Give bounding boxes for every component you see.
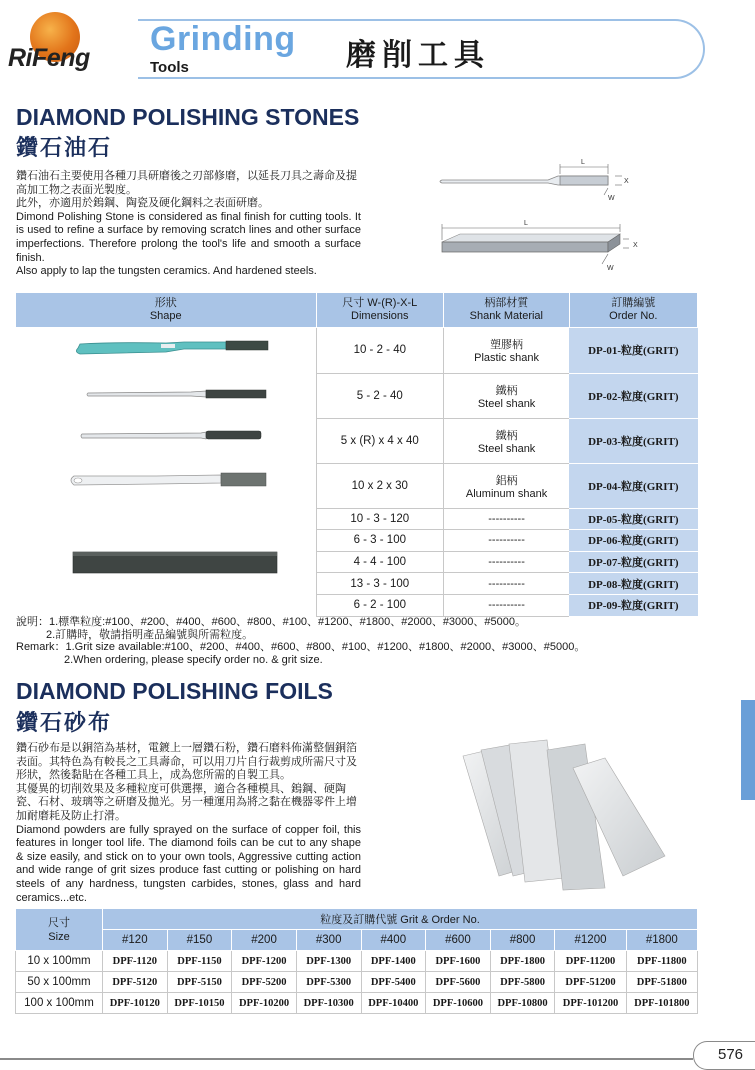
foils-desc-en: Diamond powders are fully sprayed on the surface of copper foil, this features in longer tool life. The diamond foils can be cut to any shape & size easily, and stick on to your own tools, Aggressive cutting action and wide range of grit sizes produce fast cutting or polishing on hard steels of any hardness, tungsten carbides, stones, glass and hard ceramics...etc. (16, 823, 361, 904)
row3-shank: 鐵柄 Steel shank (444, 418, 570, 463)
side-tab (741, 700, 755, 800)
stone-dimension-diagram (430, 152, 650, 277)
size-cell: 100 x 100mm (16, 993, 103, 1014)
shank-stone-drawing (440, 159, 629, 202)
order-code-cell: DPF-5200 (232, 972, 297, 993)
table-row (16, 328, 698, 374)
order-code-cell: DPF-10800 (490, 993, 555, 1014)
shape-steel-shank-r-image (16, 418, 317, 463)
foils-description (16, 742, 361, 905)
table-row (16, 508, 698, 530)
order-code-cell: DPF-10400 (361, 993, 426, 1014)
row4-order: DP-04-粒度(GRIT) (569, 463, 697, 508)
grit-header: #150 (167, 930, 232, 951)
stones-desc-cn-1: 鑽石油石主要使用各種刀具研磨後之刃部修磨，以延長刀具之壽命及提高加工物之表面光製度。 (16, 170, 357, 196)
diagram-bar-label-w: W (607, 265, 614, 272)
page-subtitle: Tools (150, 59, 189, 76)
row9-dim: 6 - 2 - 100 (316, 594, 444, 616)
logo (8, 10, 108, 82)
size-cell: 10 x 100mm (16, 951, 103, 972)
grit-header: #1800 (626, 930, 697, 951)
foils-desc-cn-2: 其優異的切削效果及多種粒度可供選擇，適合各種模具、鎢鋼、硬陶瓷、石材、玻璃等之研磨及拋光。另一種運用為將之黏在機器零件上增加耐磨耗及防止打滑。 (16, 782, 357, 822)
order-code-cell: DPF-1120 (103, 951, 168, 972)
shape-steel-shank-image (16, 373, 317, 418)
order-code-cell: DPF-5800 (490, 972, 555, 993)
col-shape: 形狀 Shape (16, 293, 317, 328)
grit-header: #1200 (555, 930, 626, 951)
order-code-cell: DPF-5150 (167, 972, 232, 993)
page-number: 576 (718, 1046, 744, 1063)
row7-order: DP-07-粒度(GRIT) (569, 551, 697, 573)
row5-order: DP-05-粒度(GRIT) (569, 508, 697, 530)
order-code-cell: DPF-1300 (296, 951, 361, 972)
foils-desc-cn-1: 鑽石砂布是以銅箔為基材，電鍍上一層鑽石粉，鑽石磨料佈滿整個銅箔表面。其特色為有較長之工具壽命，可以用刀片自行裁剪成所需尺寸及形狀，然後黏貼在各種工具上，成為您所需的自製工具。 (16, 742, 357, 782)
row6-dim: 6 - 3 - 100 (316, 530, 444, 552)
page-title: Grinding (150, 20, 296, 58)
order-code-cell: DPF-5120 (103, 972, 168, 993)
table-row (16, 993, 698, 1014)
order-code-cell: DPF-5300 (296, 972, 361, 993)
order-code-cell: DPF-51200 (555, 972, 626, 993)
grit-header: #800 (490, 930, 555, 951)
order-code-cell: DPF-10600 (426, 993, 491, 1014)
order-code-cell: DPF-51800 (626, 972, 697, 993)
row5-dim: 10 - 3 - 120 (316, 508, 444, 530)
diagram-bar-label-x: X (633, 242, 638, 249)
grit-header: #400 (361, 930, 426, 951)
order-code-cell: DPF-1400 (361, 951, 426, 972)
table-row (16, 972, 698, 993)
row4-dim: 10 x 2 x 30 (316, 463, 444, 508)
order-code-cell: DPF-11800 (626, 951, 697, 972)
row8-order: DP-08-粒度(GRIT) (569, 573, 697, 595)
row5-shank: ---------- (444, 508, 570, 530)
order-code-cell: DPF-1600 (426, 951, 491, 972)
order-code-cell: DPF-1150 (167, 951, 232, 972)
remarks (16, 616, 585, 666)
section-foils-title-cn: 鑽石砂布 (16, 710, 113, 735)
remark-cn-1: 說明：1.標準粒度:#100、#200、#400、#600、#800、#100、#1200、#1800、#2000、#3000、#5000。 (16, 616, 526, 628)
remark-cn-2: 2.訂購時，敬請指明產品編號與所需粒度。 (46, 628, 254, 641)
page-title-cn: 磨削工具 (346, 39, 490, 72)
shape-bar-stone-image (16, 508, 317, 616)
col-shank: 柄部材質 Shank Material (444, 293, 570, 328)
logo-text: RiFeng (8, 44, 90, 72)
diamond-foils-image (455, 738, 670, 893)
table-row (16, 951, 698, 972)
row9-shank: ---------- (444, 594, 570, 616)
diagram-bar-label-l: L (524, 220, 528, 227)
order-code-cell: DPF-101800 (626, 993, 697, 1014)
bar-stone-drawing (442, 220, 638, 272)
grit-header: #300 (296, 930, 361, 951)
footer-line (0, 1058, 693, 1060)
diagram-label-x: X (624, 178, 629, 185)
order-code-cell: DPF-10150 (167, 993, 232, 1014)
row6-shank: ---------- (444, 530, 570, 552)
order-code-cell: DPF-5600 (426, 972, 491, 993)
grit-header: #600 (426, 930, 491, 951)
diagram-label-l: L (581, 159, 585, 166)
foils-table-header (16, 909, 698, 930)
section-foils-title: DIAMOND POLISHING FOILS (16, 678, 333, 704)
stones-desc-en-1: Dimond Polishing Stone is considered as final finish for cutting tools. It is used to refine a surface by removing scratch lines and other surface imperfections. Therefore prolong the tool's life and smooth a surface finish. (16, 210, 361, 264)
col-order: 訂購編號 Order No. (569, 293, 697, 328)
order-code-cell: DPF-1200 (232, 951, 297, 972)
order-code-cell: DPF-5400 (361, 972, 426, 993)
shape-plastic-shank-image (16, 328, 317, 374)
row2-shank: 鐵柄 Steel shank (444, 373, 570, 418)
grit-header: #200 (232, 930, 297, 951)
section-stones-title: DIAMOND POLISHING STONES (16, 104, 360, 130)
order-code-cell: DPF-10120 (103, 993, 168, 1014)
order-code-cell: DPF-11200 (555, 951, 626, 972)
remark-en-1: Remark：1.Grit size available:#100、#200、#400、#600、#800、#100、#1200、#1800、#2000、#3000、#5000。 (16, 641, 586, 654)
order-code-cell: DPF-10300 (296, 993, 361, 1014)
stones-desc-cn-2: 此外，亦適用於鎢鋼、陶瓷及硬化鋼料之表面研磨。 (16, 197, 269, 210)
shape-aluminum-shank-image (16, 463, 317, 508)
stones-description (16, 170, 361, 279)
col-grit-order: 粒度及訂購代號 Grit & Order No. (103, 909, 698, 930)
stones-desc-en-2: Also apply to lap the tungsten ceramics. And hardened steels. (16, 265, 317, 278)
row1-order: DP-01-粒度(GRIT) (569, 328, 697, 374)
row2-order: DP-02-粒度(GRIT) (569, 373, 697, 418)
grit-header: #120 (103, 930, 168, 951)
order-code-cell: DPF-101200 (555, 993, 626, 1014)
row1-dim: 10 - 2 - 40 (316, 328, 444, 374)
row8-shank: ---------- (444, 573, 570, 595)
row7-dim: 4 - 4 - 100 (316, 551, 444, 573)
remark-en-2: 2.When ordering, please specify order no. & grit size. (64, 653, 323, 666)
size-cell: 50 x 100mm (16, 972, 103, 993)
diagram-label-w: W (608, 195, 615, 202)
row4-shank: 鋁柄 Aluminum shank (444, 463, 570, 508)
order-code-cell: DPF-10200 (232, 993, 297, 1014)
order-code-cell: DPF-1800 (490, 951, 555, 972)
table-row (16, 373, 698, 418)
section-stones-title-cn: 鑽石油石 (16, 135, 113, 160)
table-row (16, 463, 698, 508)
stones-table-header (16, 293, 698, 328)
foils-table (15, 908, 698, 1014)
row8-dim: 13 - 3 - 100 (316, 573, 444, 595)
col-size: 尺寸 Size (16, 909, 103, 951)
col-dimensions: 尺寸 W-(R)-X-L Dimensions (316, 293, 444, 328)
row9-order: DP-09-粒度(GRIT) (569, 594, 697, 616)
row7-shank: ---------- (444, 551, 570, 573)
grit-header-row (16, 930, 698, 951)
row6-order: DP-06-粒度(GRIT) (569, 530, 697, 552)
row1-shank: 塑膠柄 Plastic shank (444, 328, 570, 374)
row2-dim: 5 - 2 - 40 (316, 373, 444, 418)
table-row (16, 418, 698, 463)
stones-table (15, 292, 698, 617)
row3-dim: 5 x (R) x 4 x 40 (316, 418, 444, 463)
row3-order: DP-03-粒度(GRIT) (569, 418, 697, 463)
